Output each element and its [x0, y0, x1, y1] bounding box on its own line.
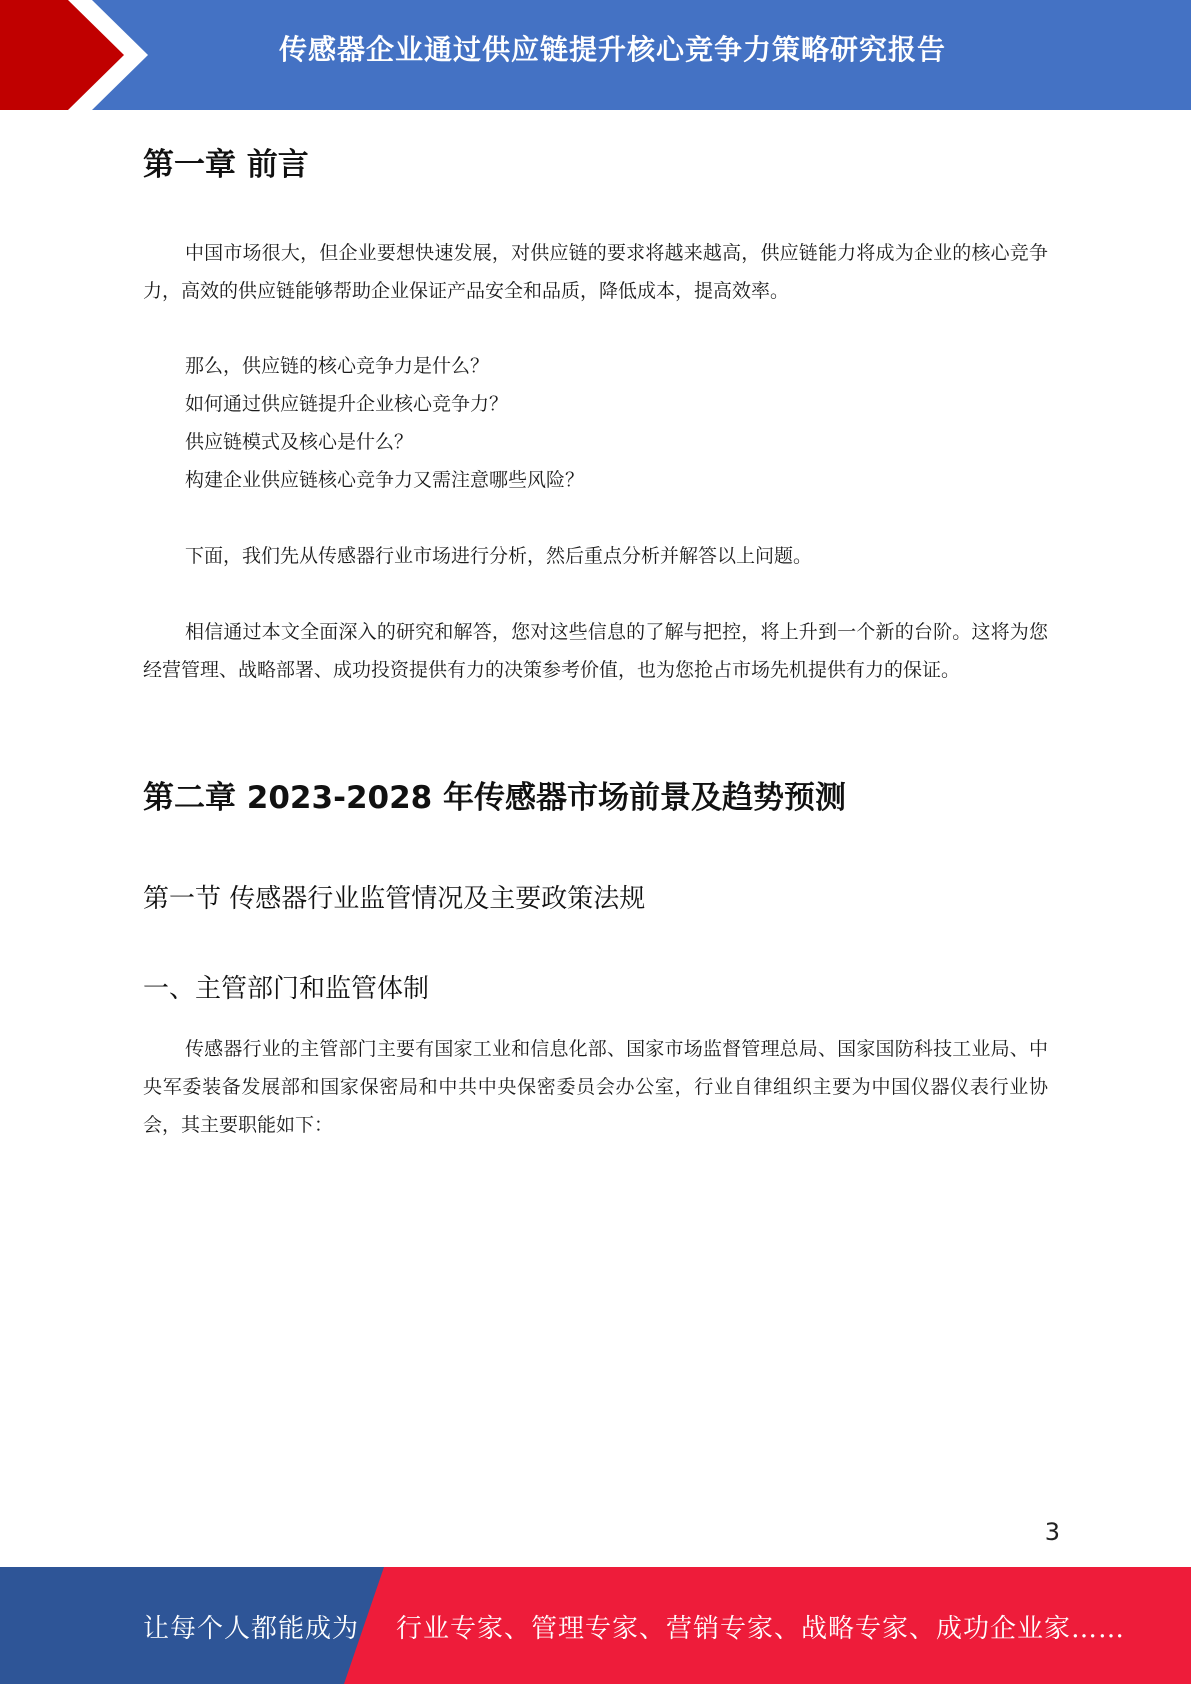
question-line-3: 供应链模式及核心是什么？: [185, 431, 414, 453]
report-title: 传感器企业通过供应链提升核心竞争力策略研究报告: [278, 33, 946, 66]
subsection-1-heading: 一、主管部门和监管体制: [143, 974, 430, 1004]
footer-slogan-right: 行业专家、管理专家、营销专家、战略专家、成功企业家……: [396, 1614, 1126, 1644]
chapter-1-intro-paragraph: 中国市场很大，但企业要想快速发展，对供应链的要求将越来越高，供应链能力将成为企业的核心竞争力，高效的供应链能够帮助企业保证产品安全和品质，降低成本，提高效率。: [143, 242, 1048, 302]
regulators-paragraph: 传感器行业的主管部门主要有国家工业和信息化部、国家市场监督管理总局、国家国防科技工业局、中央军委装备发展部和国家保密局和中共中央保密委员会办公室，行业自律组织主要为中国仪器仪表行业协会，其主要职能如下：: [143, 1038, 1048, 1136]
section-1-heading: 第一节 传感器行业监管情况及主要政策法规: [143, 884, 646, 914]
chapter-2-heading: 第二章 2023-2028 年传感器市场前景及趋势预测: [143, 780, 847, 816]
question-line-4: 构建企业供应链核心竞争力又需注意哪些风险？: [185, 469, 585, 491]
question-line-1: 那么，供应链的核心竞争力是什么？: [185, 355, 490, 377]
header-banner: [0, 0, 1191, 110]
footer-banner: [0, 1567, 1191, 1684]
closing-paragraph: 相信通过本文全面深入的研究和解答，您对这些信息的了解与把控，将上升到一个新的台阶。这将为您经营管理、战略部署、成功投资提供有力的决策参考价值，也为您抢占市场先机提供有力的保证。: [143, 621, 1048, 681]
page-number: 3: [1044, 1518, 1060, 1546]
chapter-1-heading: 第一章 前言: [143, 147, 309, 183]
next-steps-paragraph: 下面，我们先从传感器行业市场进行分析，然后重点分析并解答以上问题。: [185, 545, 813, 567]
question-line-2: 如何通过供应链提升企业核心竞争力？: [185, 393, 509, 415]
footer-slogan-left: 让每个人都能成为: [143, 1614, 360, 1644]
